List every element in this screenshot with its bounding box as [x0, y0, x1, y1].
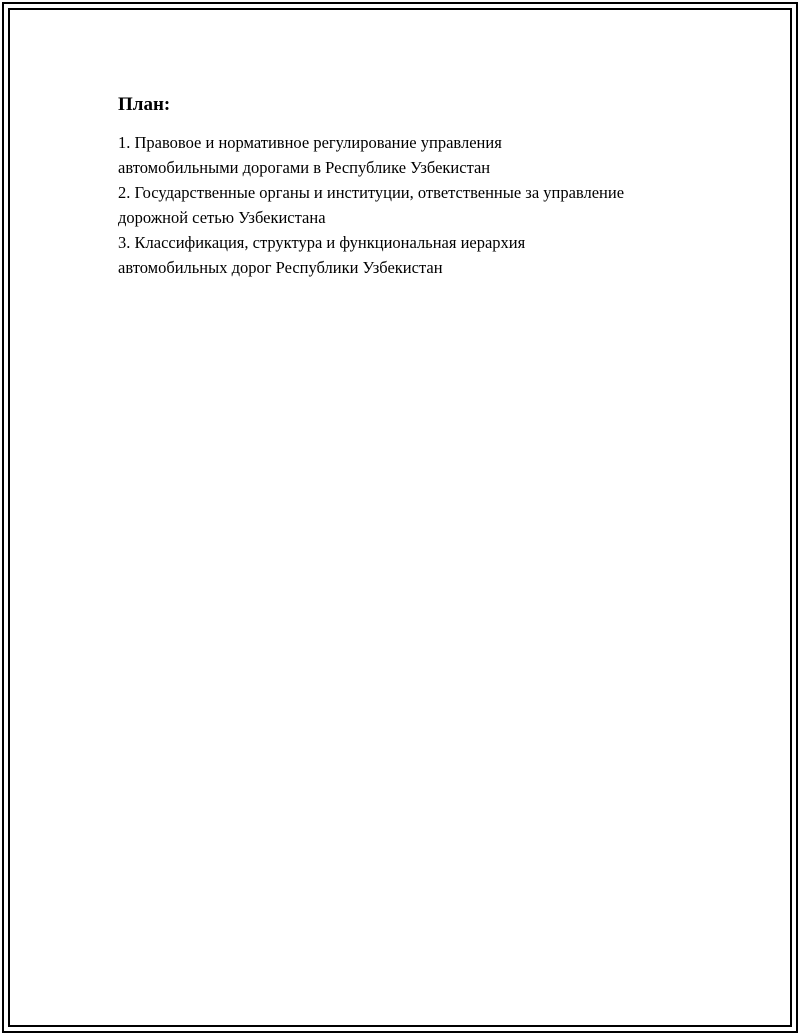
plan-item-3 — [118, 230, 718, 280]
plan-item-3-line-2: автомобильных дорог Республики Узбекистан — [118, 258, 443, 277]
plan-item-2-line-1: 2. Государственные органы и институции, ответственные за управление — [118, 183, 625, 202]
plan-item-1 — [118, 130, 718, 180]
plan-item-2 — [118, 180, 718, 230]
plan-heading: План: — [118, 94, 171, 115]
plan-item-1-line-1: 1. Правовое и нормативное регулирование управления — [118, 133, 502, 152]
plan-item-2-line-2: дорожной сетью Узбекистана — [118, 208, 326, 227]
plan-item-3-line-1: 3. Классификация, структура и функциональная иерархия — [118, 233, 526, 252]
document-body — [118, 92, 718, 280]
plan-item-1-line-2: автомобильными дорогами в Республике Узбекистан — [118, 158, 491, 177]
